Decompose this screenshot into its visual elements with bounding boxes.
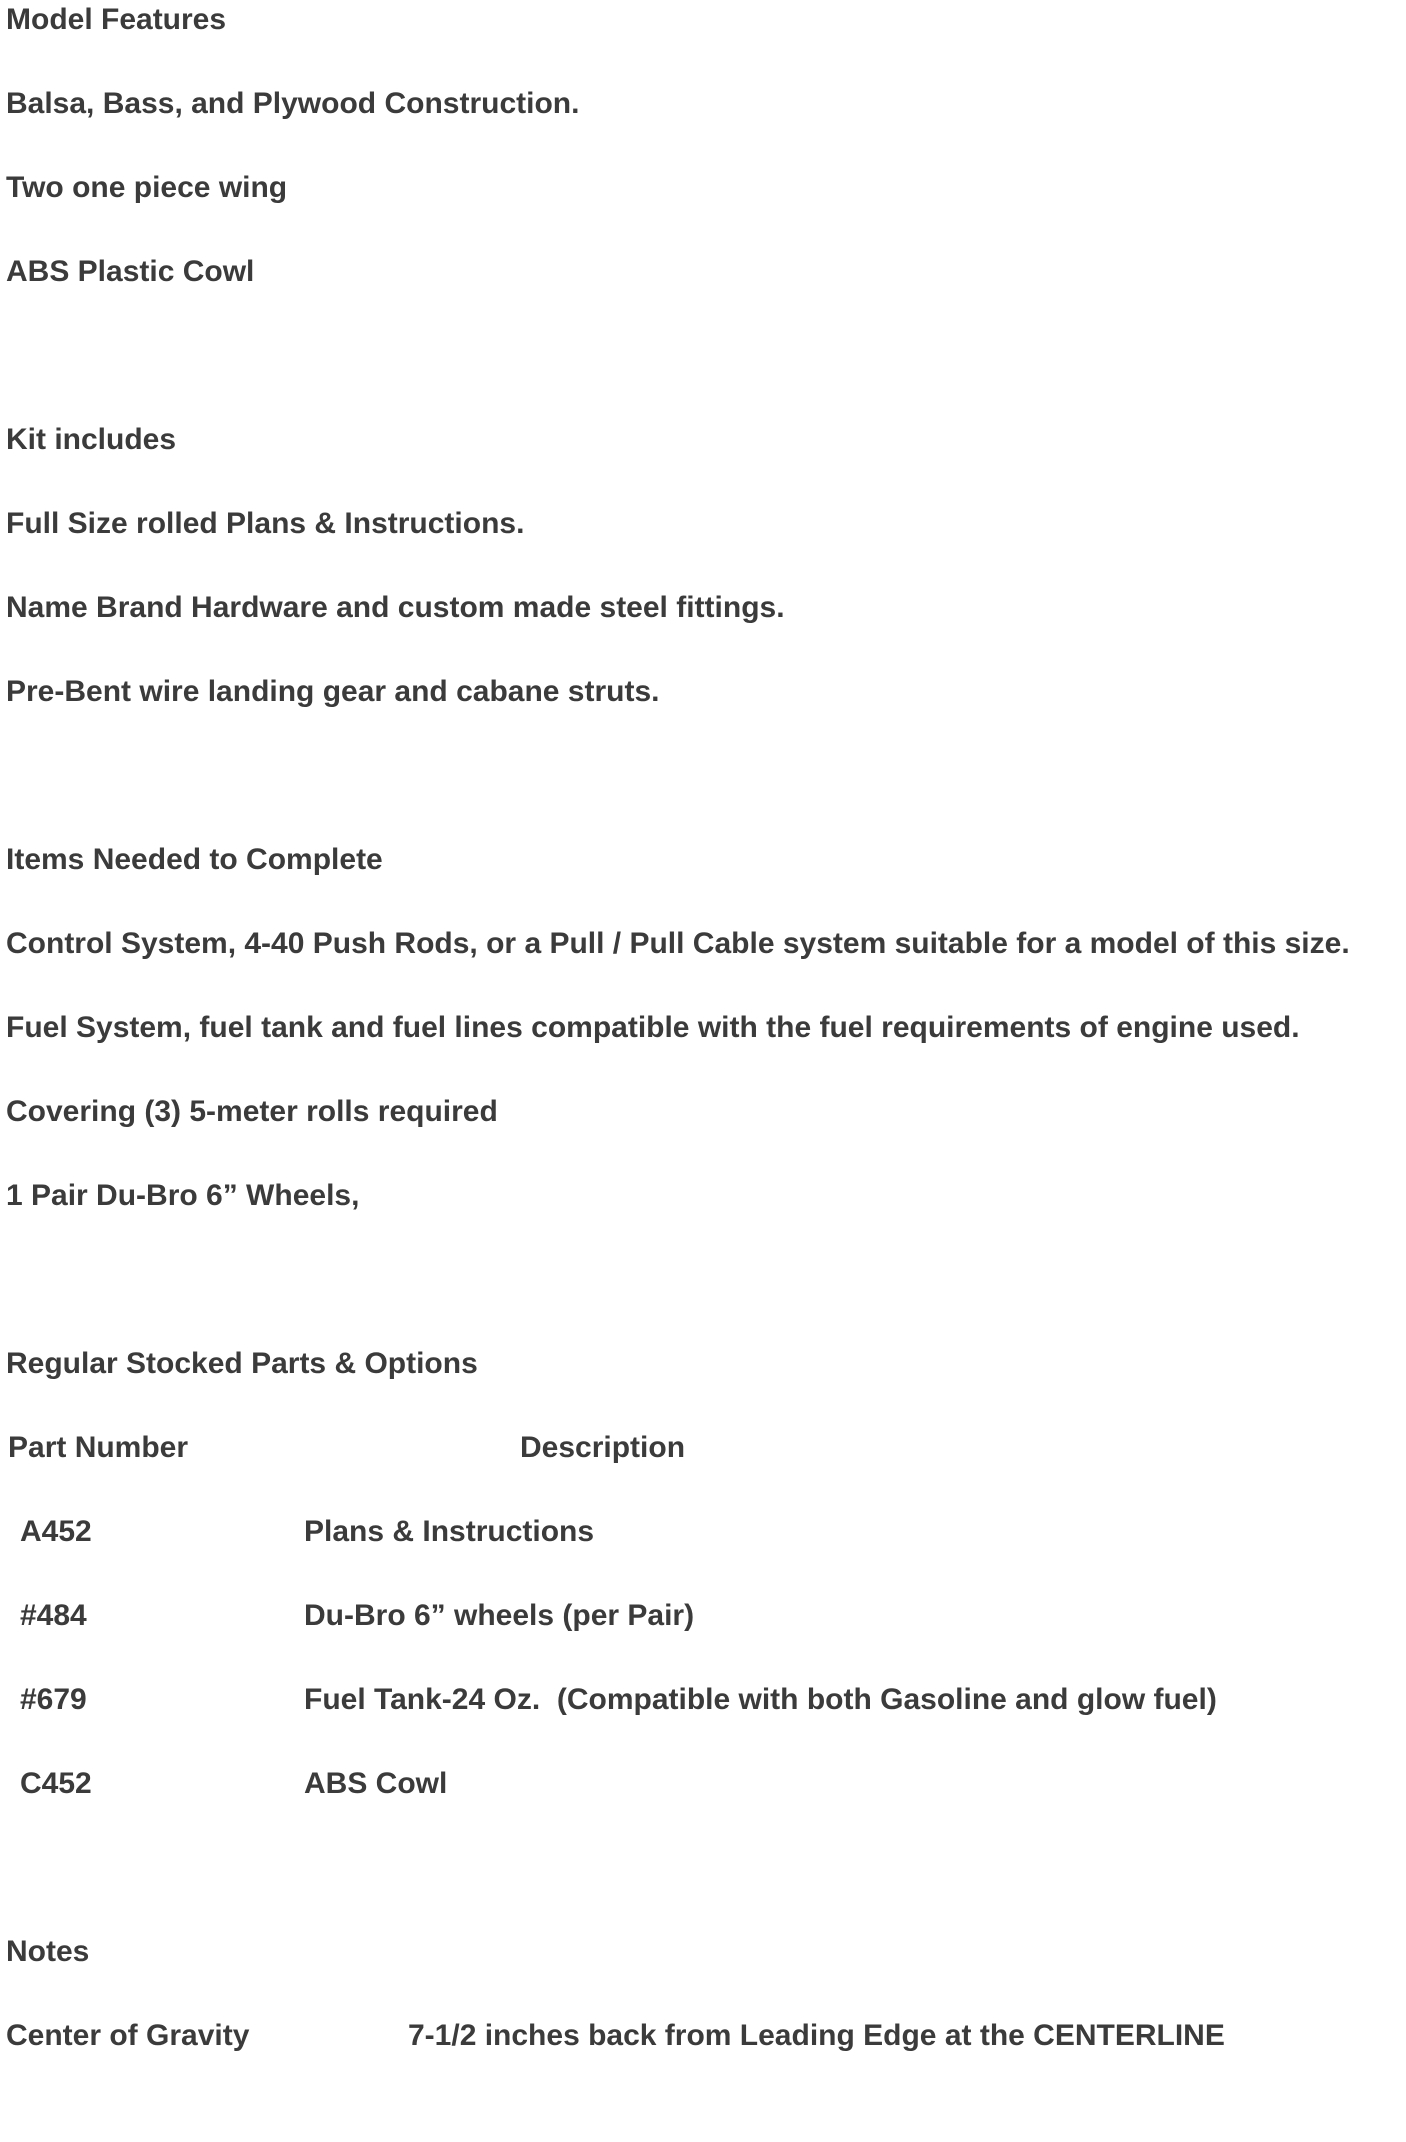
section-heading: Kit includes [6,423,177,456]
kit-item: Pre-Bent wire landing gear and cabane struts. [6,675,660,708]
section-items-needed [6,842,1386,1346]
needed-item: 1 Pair Du-Bro 6” Wheels, [6,1179,360,1212]
part-number-cell: C452 [20,1767,92,1800]
description-cell: Fuel Tank-24 Oz. (Compatible with both Gasoline and glow fuel) [304,1683,1217,1716]
part-number-cell: A452 [20,1515,92,1548]
part-number-cell: #679 [20,1683,87,1716]
needed-item: Control System, 4-40 Push Rods, or a Pull / Pull Cable system suitable for a model of this size. [6,927,1350,960]
description-column-header: Description [520,1431,686,1464]
section-heading: Items Needed to Complete [6,843,383,876]
section-model-features [6,2,1386,422]
section-heading: Model Features [6,3,227,36]
notes-value: 7-1/2 inches back from Leading Edge at the CENTERLINE [408,2019,1225,2052]
feature-item: ABS Plastic Cowl [6,255,255,288]
description-cell: Plans & Instructions [304,1515,595,1548]
table-row [6,1514,1386,1550]
needed-item: Covering (3) 5-meter rolls required [6,1095,498,1128]
section-notes [6,1934,1386,2054]
notes-row [6,2018,1386,2054]
section-heading: Regular Stocked Parts & Options [6,1347,478,1380]
kit-item: Full Size rolled Plans & Instructions. [6,507,525,540]
table-row [6,1598,1386,1634]
notes-label: Center of Gravity [6,2019,250,2052]
parts-table-header-row [6,1430,1386,1466]
feature-item: Two one piece wing [6,171,288,204]
table-row [6,1766,1386,1802]
table-row [6,1682,1386,1718]
part-number-cell: #484 [20,1599,87,1632]
description-cell: ABS Cowl [304,1767,448,1800]
section-kit-includes [6,422,1386,842]
feature-item: Balsa, Bass, and Plywood Construction. [6,87,580,120]
needed-item: Fuel System, fuel tank and fuel lines compatible with the fuel requirements of engine used. [6,1011,1300,1044]
section-parts-options [6,1346,1386,1934]
section-heading: Notes [6,1935,90,1968]
kit-item: Name Brand Hardware and custom made steel fittings. [6,591,785,624]
part-number-column-header: Part Number [8,1431,189,1464]
description-cell: Du-Bro 6” wheels (per Pair) [304,1599,695,1632]
